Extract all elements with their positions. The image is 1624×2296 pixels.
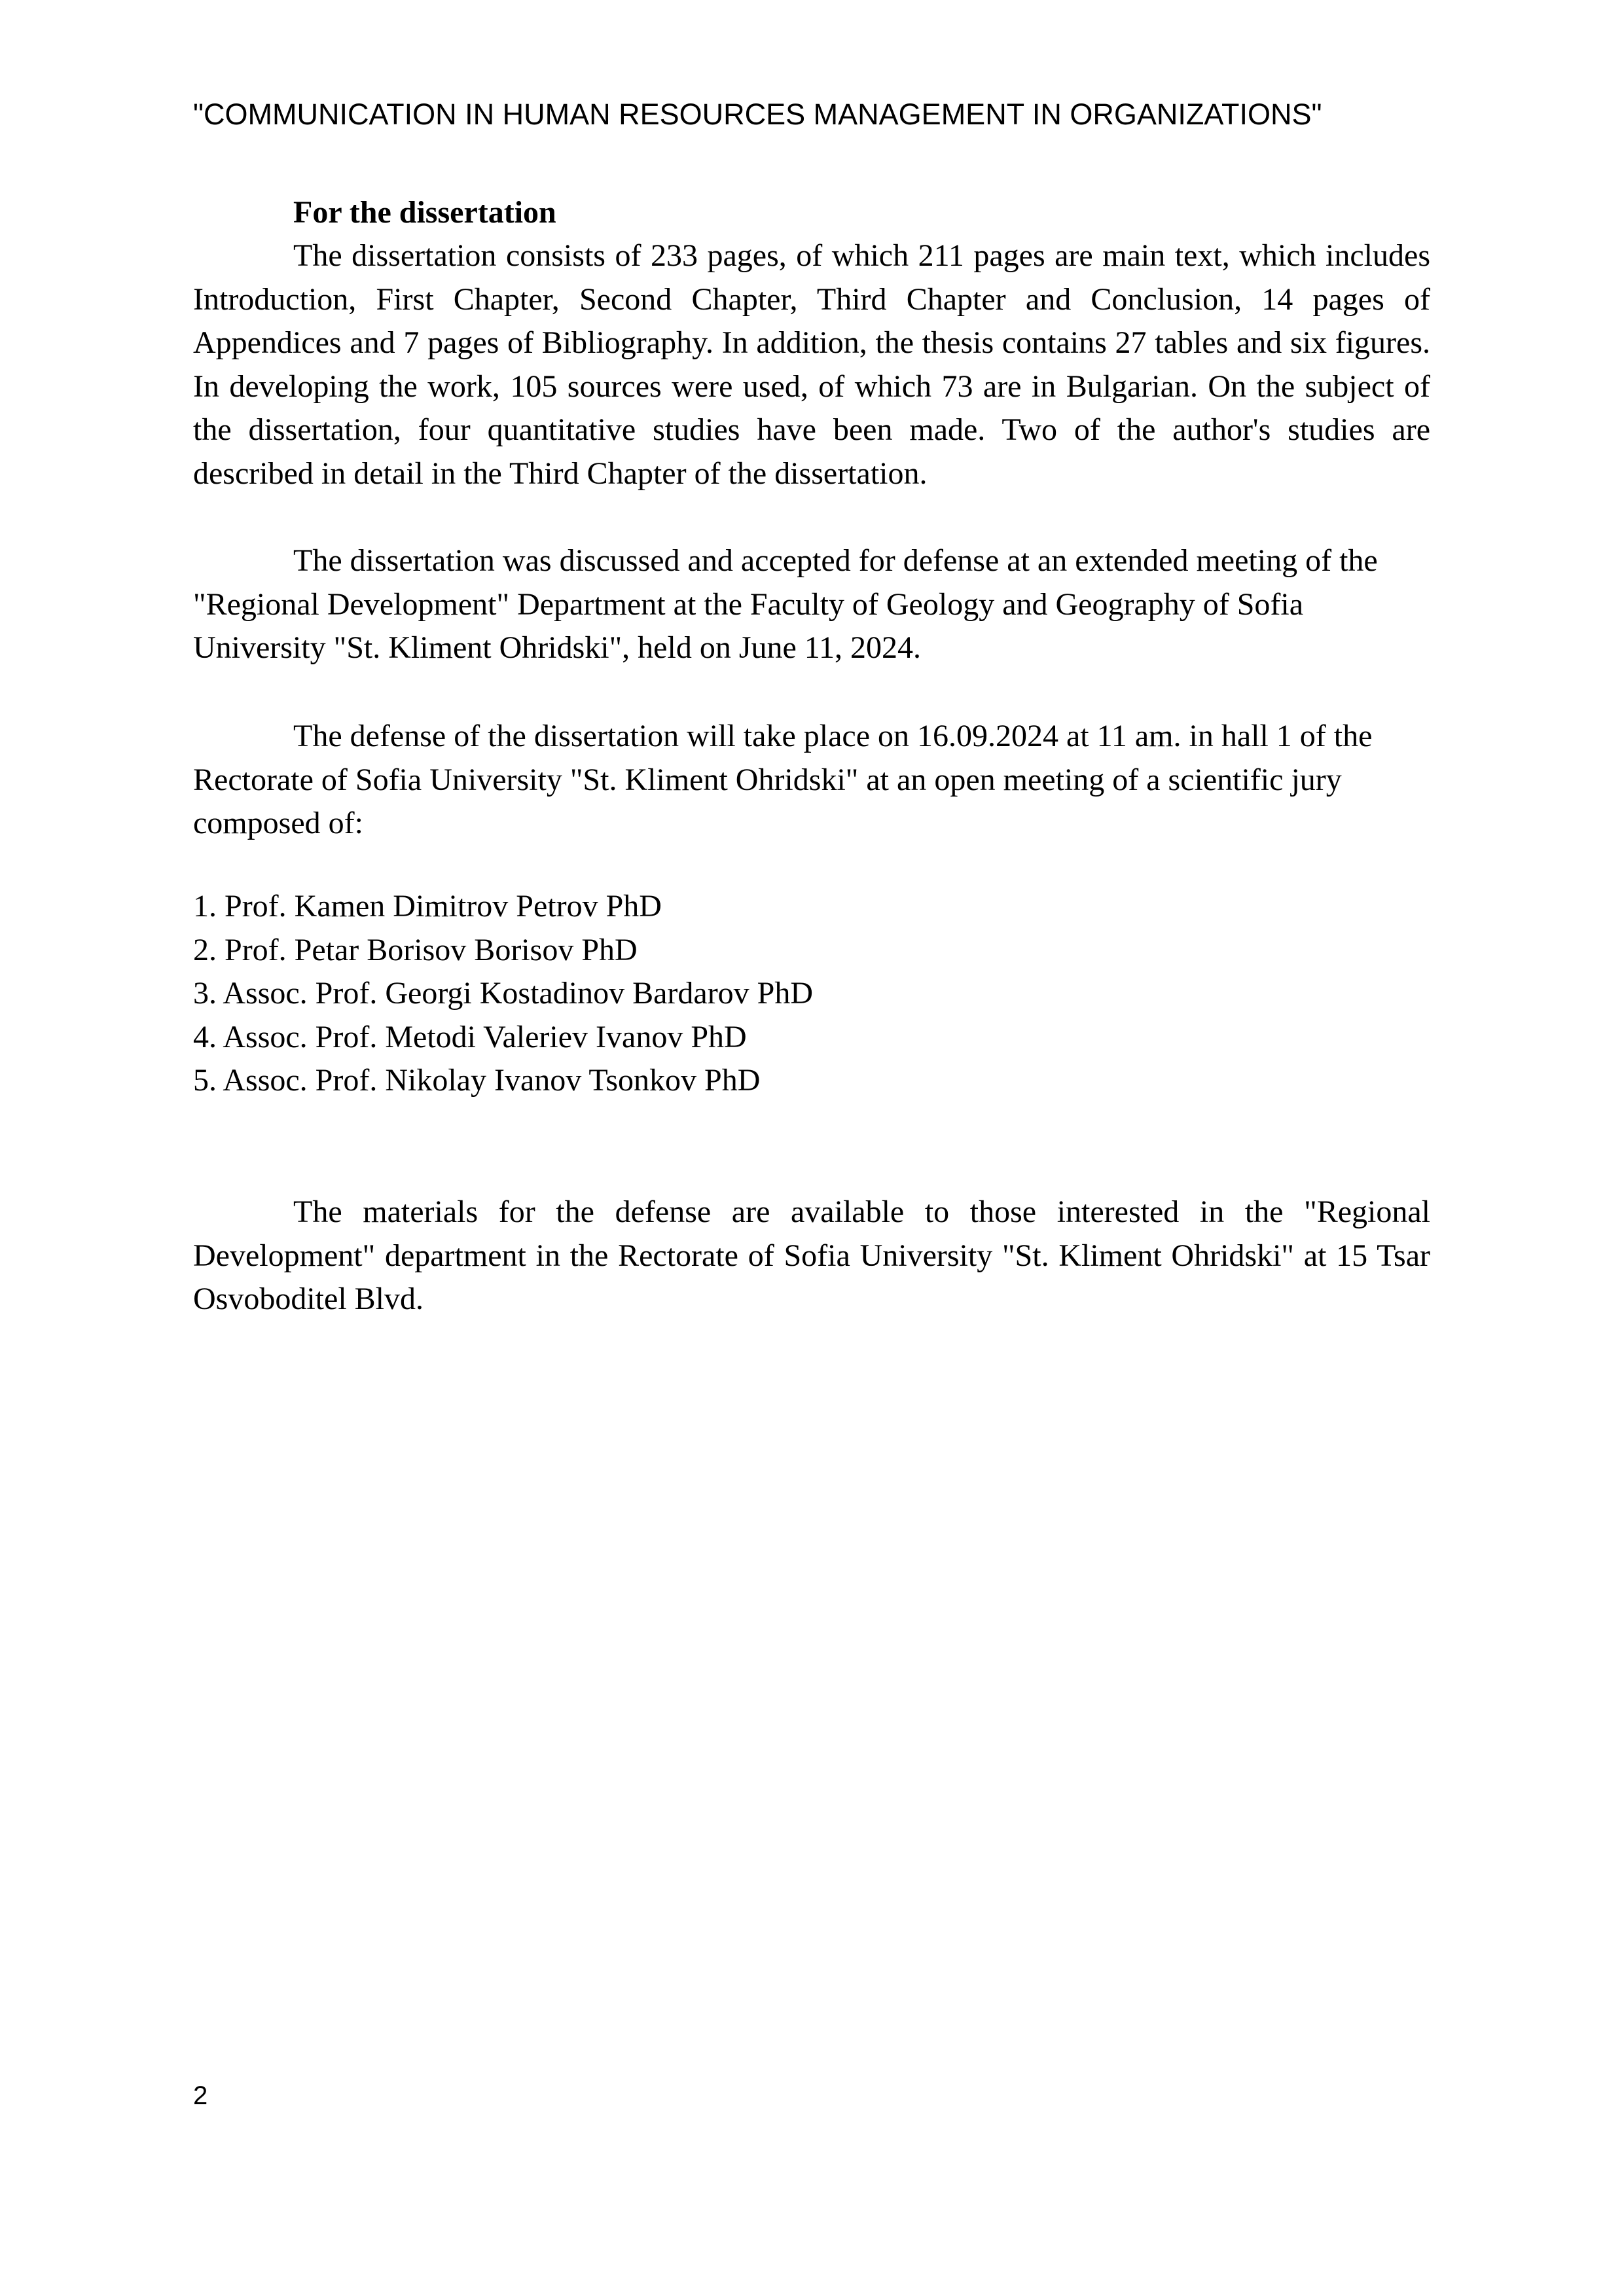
jury-member: 4. Assoc. Prof. Metodi Valeriev Ivanov PhD (193, 1019, 747, 1054)
jury-member: 2. Prof. Petar Borisov Borisov PhD (193, 932, 638, 967)
defense-paragraph-block (193, 715, 1430, 846)
jury-member: 3. Assoc. Prof. Georgi Kostadinov Bardarov PhD (193, 976, 814, 1011)
jury-list (193, 885, 813, 1103)
materials-paragraph: The materials for the defense are available to those interested in the "Regional Development" department in the Rectorate of Sofia University "St. Kliment Ohridski" at 15 Tsar Osvoboditel Blvd. (193, 1194, 1430, 1316)
jury-member: 5. Assoc. Prof. Nikolay Ivanov Tsonkov PhD (193, 1063, 761, 1098)
acceptance-paragraph-block (193, 539, 1430, 670)
jury-member: 1. Prof. Kamen Dimitrov Petrov PhD (193, 889, 662, 924)
overview-paragraph: The dissertation consists of 233 pages, of which 211 pages are main text, which includes Introduction, First Chapter, Second Chapter, Third Chapter and Conclusion, 14 pages of Appendices and 7 pages of Bibliography. In addition, the thesis contains 27 tables and six figures. In developing the work, 105 sources were used, of which 73 are in Bulgarian. On the subject of the dissertation, four quantitative studies have been made. Two of the author's studies are described in detail in the Third Chapter of the dissertation. (193, 238, 1430, 491)
materials-paragraph-block (193, 1191, 1430, 1321)
section-heading: For the dissertation (293, 195, 556, 230)
acceptance-paragraph: The dissertation was discussed and accepted for defense at an extended meeting of the "Regional Development" Department at the Faculty of Geology and Geography of Sofia University "St. Kliment Ohridski", held on June 11, 2024. (193, 543, 1378, 665)
page-number: 2 (193, 2081, 208, 2110)
defense-paragraph: The defense of the dissertation will take place on 16.09.2024 at 11 am. in hall 1 of the Rectorate of Sofia University "St. Kliment Ohridski" at an open meeting of a scientific jury composed of: (193, 719, 1373, 840)
overview-paragraph-block (193, 234, 1430, 495)
running-header: "COMMUNICATION IN HUMAN RESOURCES MANAGEMENT IN ORGANIZATIONS" (193, 98, 1322, 131)
